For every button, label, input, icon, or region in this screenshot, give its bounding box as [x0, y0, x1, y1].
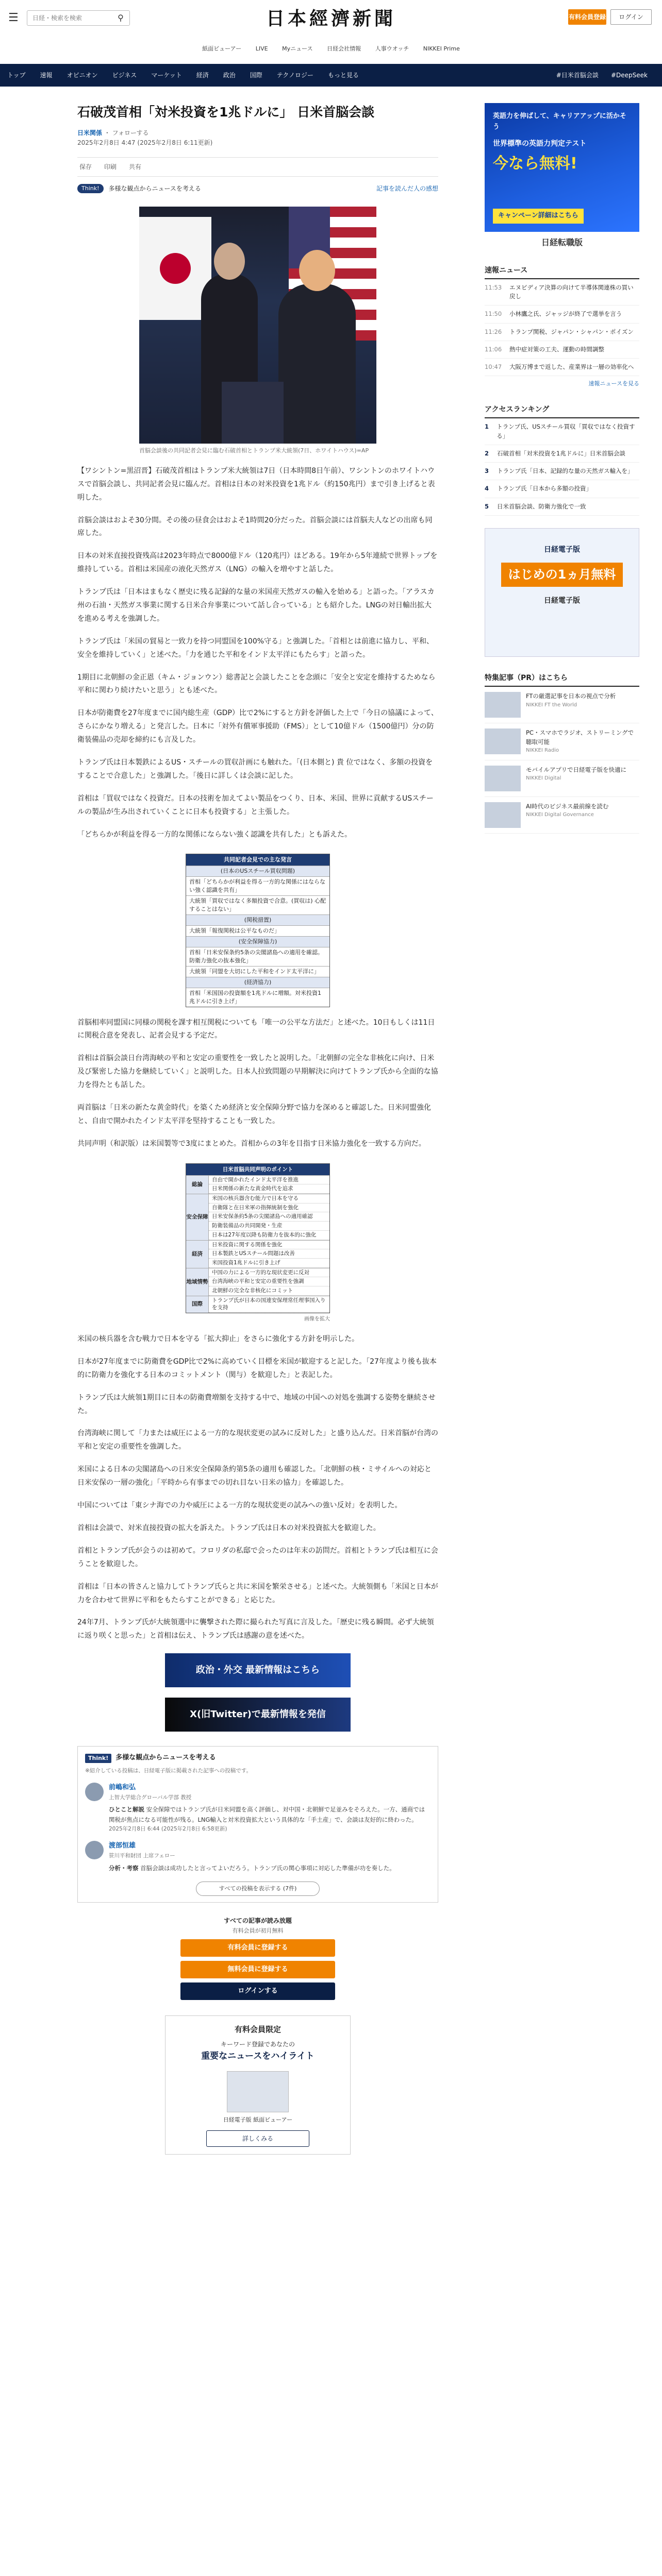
pr-source: NIKKEI Digital Governance [526, 812, 594, 818]
article-paragraph: 首相とトランプ氏が会うのは初めて。フロリダの私邸で会ったのは年末の訪問だ。首相とトランプ氏は相互に会うことを歓迎した。 [77, 1546, 438, 1568]
ranking-title: アクセスランキング [485, 404, 639, 418]
article-paragraph: 台湾海峡に関して「力または威圧による一方的な現状変更の試みに反対した」と盛り込んだ。日米首脳が台湾の平和と安定の重要性を強調した。 [77, 1429, 438, 1451]
table-row: (日本のUSスチール買収問題) [186, 866, 329, 876]
rank-number: 3 [485, 467, 489, 475]
nav-item[interactable]: トップ [7, 72, 26, 79]
login-button[interactable]: ログイン [610, 9, 652, 25]
press-conference-table [186, 854, 330, 1007]
pr-thumbnail [485, 802, 521, 828]
news-item[interactable] [485, 306, 639, 323]
rank-item[interactable] [485, 480, 639, 498]
subscription-ad[interactable] [485, 528, 639, 657]
table-row: 首相「日米安保条約5条の尖閣諸島への適用を確認。防衛力強化の抜本強化」 [186, 947, 329, 966]
news-time: 11:06 [485, 345, 502, 353]
news-headline[interactable]: 大阪万博まで返した、産業界は一層の効率化へ [509, 363, 634, 371]
article: 石破茂首相「対米投資を1兆ドルに」 日米首脳会談 日米関係 ・ フォローする 2025年2月8日 4:47 (2025年2月8日 6:11更新) 保存 印刷 共有 Think! 多様な観点からニュースを考える 記事を読んだ人の感想 首脳会談後の共同記者会見に臨む石破首相とトランプ米大統領(7日、ホワイトハウス)=AP 【ワシントン=黒沼晋】石破茂首相はトランプ米大統領は7日（日本時間8日午前）、ワシントンのホワイトハウスで首脳会談し、共同記者会見に臨んだ。首相は日本の対米投資を1兆ドル（約150兆円）まで引き上げると表明した。 首脳会談はおよそ30分間。その後の昼食会はおよそ1時間20分だった。首脳会談には首脳夫人などの出席も同席した。 日本の対米直接投資残高は2023年時点で8000億ドル（120兆円）ほどある。19年から5年連続で世界トップを維持している。首相は米国産の液化天然ガス（LNG）の輸入を増やすと話した。 トランプ氏は「日本はまもなく歴史に残る記録的な量の米国産天然ガスの輸入を始める」と語った。「アラスカ州の石油・天然ガス事業に関する日米合弁事業について話し合っている」とも紹介した。LNGの対日輸出拡大を進める考えを強調した。 トランプ氏は「米国の貿易と一致力を持つ同盟国を100%守る」と強調した。「首相とは前進に協力し、平和、安全を維持していく」と述べた。「力を通じた平和をインド太平洋にもたらす」と語った。 1期目に北朝鮮の金正恩（キム・ジョンウン）総書記と会談したことを念頭に「安全と安定を維持するためなら平和に関わり続けたいと思う」とも述べた。 日本が防衛費を27年度までに国内総生産（GDP）比で2%にすると方針を評価した上で「今日の協議によって、さらにかなり増える」と発言した。日本に「対外有償軍事援助（FMS）」として10億ドル（1500億円）分の防衛装備品の売却を締約にも言及した。 トランプ氏は日本製鉄によるUS・スチールの買収計画にも触れた。「(日本側と) 貴 位ではなく、多額の投資をすることで合意した」と強調した。「後日に詳しくは会談に記した。 首相は「買収ではなく投資だ。日本の技術を加えてよい製品をつくり、日本、米国、世界に貢献するUSスチールの製品が生み出されていくことに日本も投資する」と主張した。 「どちらかが利益を得る一方的な関係にならない強く認識を共有した」とも訴えた。 共同記者会見での主な発言 (日本のUSスチール買収問題) 首相「どちらかが利益を得る一方的な関係にはならない強く認識を共有」 大統領「買収ではなく多額投資で合意。(買収は) 心配することはない」 (関税措置) 大統領「報復関税は公平なものだ」 (安全保障協力) 首相「日米安保条約5条の尖閣諸島への適用を確認。防衛力強化の抜本強化」 大統領「同盟を大切にした平和をインド太平洋に」 (経済協力) 首相「米国国の投資額を1兆ドルに増額。対米投資1兆ドルに引き上げ」 首脳相率同盟国に同様の関税を課す相互関税についても「唯一の公平な方法だ」と述べた。10日もしくは11日に関税合意を発表し、記者会見する予定だ。 首相は首脳会談日台湾海峡の平和と安定の重要性を一致したと説明した。「北朝鮮の完全な非核化に向け、日米及び緊密した協力を継続していく」と説明した。日本人拉致問題の早期解決に向けてトランプ氏から全面的な協力を得たとも話した。 両首脳は「日米の新たな黄金時代」を築くため経済と安全保障分野で協力を深めると確認した。日米同盟強化と、自由で開かれたインド太平洋を堅持することも一致した。 共同声明（和訳版）は米国製等で3度にまとめた。首相からの3年を目指す日米協力強化を一致する方向だ。 日米首脳共同声明のポイント 総論 自由で開かれたインド太平洋を推進 日米関係の新たな黄金時代を追求 安全保障 米国の核兵器含む能力で日本を守る 自衛隊と在日米軍の指揮統制を強化 日米安保条約5条の尖閣諸島への適用確認 防衛装備品の共同開発・生産 日本は27年度以降も防衛力を抜本的に強化 経済 日米投資に関する関係を強化 日本製鉄とUSスチール問題は改善 米国投資1兆ドルに引き上げ 地域情勢 中国の力による一方的な現状変更に反対 台湾海峡の平和と安定の重要性を強調 北朝鮮の完全な非核化にコミット 国際 トランプ氏が日本の国連安保理常任理事国入りを支持 画像を拡大 米国の核兵器を含む戦力で日本を守る「拡大抑止」をさらに強化する方針を明示した。 日本が27年度までに防衛費をGDP比で2%に高めていく目標を米国が歓迎すると記した。「27年度より後も抜本的に防衛力を強化する日本のコミットメント（関与）を歓迎した」と表記した。 トランプ氏は大統領1期目に日本の防衛費増額を支持する中で、地域の中国への対処を強調する姿勢を継続させた。 台湾海峡に関して「力または威圧による一方的な現状変更の試みに反対した」と盛り込んだ。日米首脳が台湾の平和と安定の重要性を強調した。 米国による日本の尖閣諸島への日米安全保障条約第5条の適用も確認した。「北朝鮮の核・ミサイルへの対応と日米安保の一層の強化」「平時から有事までの切れ目ない日米の協力」を確認した。 中国については「東シナ海での力や威圧による一方的な現状変更の試みへの強い反対」を表明した。 首相は会談で、対米直接投資の拡大を訴えた。トランプ氏は日本の対米投資拡大を歓迎した。 首相とトランプ氏が会うのは初めて。フロリダの私邸で会ったのは年末の訪問だ。首相とトランプ氏は相互に会うことを歓迎した。 首相は「日本の皆さんと協力してトランプ氏らと共に米国を繁栄させる」と述べた。大統領側も「米国と日本が力を合わせて世界に平和をもたらすことができる」と応じた。 24年7月、トランプ氏が大統領選中に襲撃された際に撮られた写真に言及した。「歴史に残る瞬間。必ず大統領に返り咲くと思った」と首相は伝え、トランプ氏は感謝の意を述べた。 政治・外交 最新情報はこちら X(旧Twitter)で最新情報を発信 Think! 多様な観点からニュースを考える ※紹介している投稿は、日経電子版に掲載された記事への投稿です。 前嶋和弘 上智大学総合グローバル学部 教授 ひとこと解説 安全保障ではトランプ氏が日米同盟を高く評価し、対中国・北朝鮮で足並みをそろえた。一方、通商では関税が焦点になる可能性が残る。LNG輸入と対米投資拡大という具体的な「手土産」で、会談は友好的に終わった。 2025年2月8日 6:44 (2025年2月8日 6:58更新) 渡部恒雄 笹川平和財団 上席フェロー 分析・考察 首脳会談は成功したと言ってよいだろう。トランプ氏の関心事項に対応した準備が功を奏した。 すべての投稿を表示する (7件) すべての記事が読み放題 有料会員が初月無料 有料会員に登録する 無料会員に登録する ログインする 有料会員限定 キーワード登録であなたの 重要なニュースをハイライト 日経電子版 紙面ビューアー 詳しくみる [77, 103, 438, 2155]
nav-hashtag[interactable]: #日米首脳会談 [556, 72, 599, 79]
table-title: 共同記者会見での主な発言 [186, 854, 329, 866]
rank-headline[interactable]: 日米首脳会談、防衛力強化で一致 [497, 502, 586, 510]
pr-thumbnail [485, 728, 521, 754]
table-cell: 中国の力による一方的な現状変更に反対 [209, 1268, 329, 1278]
enlarge-image-link[interactable]: 画像を拡大 [304, 1316, 330, 1323]
paid-thumbnail [227, 2071, 289, 2112]
rank-headline[interactable]: トランプ氏「日本から多額の投資」 [497, 485, 592, 493]
pr-headline[interactable]: PC・スマホでラジオ、ストリーミングで聴取可能 [526, 729, 634, 745]
member-box [165, 1916, 351, 2000]
article-paragraph: 首相は「買収ではなく投資だ。日本の技術を加えてよい製品をつくり、日本、米国、世界に貢献するUSスチールの製品が生み出されていくことに日本も投資する」と主張した。 [77, 794, 434, 816]
expert-role: 上智大学総合グローバル学部 教授 [109, 1794, 192, 1801]
expert-comment [85, 1841, 431, 1873]
subnav-item[interactable]: Myニュース [282, 45, 313, 52]
table-row: 首相「米国国の投資額を1兆ドルに増額。対米投資1兆ドルに引き上げ」 [186, 988, 329, 1007]
article-paragraph: 首脳相率同盟国に同様の関税を課す相互関税についても「唯一の公平な方法だ」と述べた。10日もしくは11日に関税合意を発表し、記者会見する予定だ。 [77, 1018, 435, 1040]
table-cell: 日米安保条約5条の尖閣諸島への適用確認 [209, 1212, 329, 1222]
member-sub: 有料会員が初月無料 [232, 1927, 284, 1934]
ad-logo: 日経電子版 [544, 596, 580, 605]
article-paragraph: トランプ氏は大統領1期目に日本の防衛費増額を支持する中で、地域の中国への対処を強調する姿勢を継続させた。 [77, 1393, 436, 1415]
news-item[interactable] [485, 341, 639, 359]
article-paragraph: 首相は首脳会談日台湾海峡の平和と安定の重要性を一致したと説明した。「北朝鮮の完全な非核化に向け、日米及び緊密した協力を継続していく」と説明した。日本人拉致問題の早期解決に向けてトランプ氏から全面的な協力を得たとも話した。 [77, 1054, 438, 1090]
comment-body: 安全保障ではトランプ氏が日米同盟を高く評価し、対中国・北朝鮮で足並みをそろえた。一方、通商では関税が焦点になる可能性が残る。LNG輸入と対米投資拡大という具体的な「手土産」で、会談は友好的に終わった。 [109, 1806, 425, 1823]
article-paragraph: 米国による日本の尖閣諸島への日米安全保障条約第5条の適用も確認した。「北朝鮮の核・ミサイルへの対応と日米安保の一層の強化」「平時から有事までの切れ目ない日米の協力」を確認した。 [77, 1465, 432, 1487]
article-paragraph: 「どちらかが利益を得る一方的な関係にならない強く認識を共有した」とも訴えた。 [77, 830, 352, 839]
register-button[interactable]: 有料会員登録 [568, 9, 606, 25]
article-date: 2025年2月8日 4:47 (2025年2月8日 6:11更新) [77, 139, 213, 147]
article-section[interactable]: 日米関係 [77, 129, 103, 137]
ad-logo: 日経転職版 [541, 238, 583, 247]
rank-item[interactable] [485, 418, 639, 445]
pr-list [485, 687, 639, 834]
avatar [85, 1841, 104, 1859]
table-row [186, 1296, 329, 1313]
rank-headline[interactable]: トランプ氏、USスチール買収「買収ではなく投資する」 [496, 423, 635, 439]
article-paragraph: 首相は「日本の皆さんと協力してトランプ氏らと共に米国を繁栄させる」と述べた。大統領側も「米国と日本が力を合わせて世界に平和をもたらすことができる」と応じた。 [77, 1582, 438, 1604]
table-cell: 自由で開かれたインド太平洋を推進 [209, 1176, 329, 1185]
news-headline[interactable]: 熱中症対策の工夫、運動の時間調整 [509, 345, 604, 353]
subnav-item[interactable]: NIKKEI Prime [423, 45, 460, 52]
pr-source: NIKKEI FT the World [526, 702, 577, 708]
pr-item[interactable] [485, 760, 639, 797]
nav-item[interactable]: もっと見る [328, 72, 359, 79]
table-cell: 米国の核兵器含む能力で日本を守る [209, 1194, 329, 1204]
ad-line: 日経電子版 [544, 545, 580, 554]
table-row [186, 1240, 329, 1268]
pr-headline[interactable]: FTの厳選記事を日本の視点で分析 [526, 692, 616, 700]
think-note: ※紹介している投稿は、日経電子版に掲載された記事への投稿です。 [85, 1767, 252, 1774]
paid-detail-button[interactable]: 詳しくみる [206, 2130, 309, 2147]
print-button[interactable]: 印刷 [104, 163, 117, 171]
table-row [186, 1194, 329, 1240]
rank-item[interactable] [485, 498, 639, 516]
sidebar [485, 103, 639, 834]
table-cell: 自衛隊と在日米軍の指揮統制を強化 [209, 1204, 329, 1213]
article-paragraph: 日本が27年度までに防衛費をGDP比で2%に高めていく目標を米国が歓迎すると記した。「27年度より後も抜本的に防衛力を強化する日本のコミットメント（関与）を歓迎した」と表記した。 [77, 1357, 437, 1379]
article-paragraph: 24年7月、トランプ氏が大統領選中に襲撃された際に撮られた写真に言及した。「歴史に残る瞬間。必ず大統領に返り咲くと思った」と首相は伝え、トランプ氏は感謝の意を述べた。 [77, 1618, 434, 1640]
member-login-button[interactable]: ログインする [180, 1982, 335, 2000]
politics-banner[interactable]: 政治・外交 最新情報はこちら [165, 1653, 351, 1687]
article-paragraph: 日本の対米直接投資残高は2023年時点で8000億ドル（120兆円）ほどある。19年から5年連続で世界トップを維持している。首相は米国産の液化天然ガス（LNG）の輸入を増やすと話した。 [77, 552, 438, 574]
comment-tag: 分析・考察 [109, 1864, 139, 1872]
nav-item[interactable]: 国際 [250, 72, 262, 79]
podium [222, 382, 284, 444]
paid-headline: 重要なニュースをハイライト [201, 2051, 315, 2062]
table-category: 経済 [186, 1241, 209, 1268]
paid-sub: キーワード登録であなたの [220, 2041, 295, 2048]
nav-item[interactable]: マーケット [151, 72, 182, 79]
expert-comment [85, 1783, 431, 1834]
person-trump [278, 284, 356, 444]
career-ad[interactable] [485, 103, 639, 232]
expert-name[interactable]: 渡部恒雄 [109, 1842, 136, 1850]
table-category: 安全保障 [186, 1194, 209, 1240]
ad-cta[interactable]: キャンペーン詳細はこちら [493, 209, 584, 224]
comment-tag: ひとこと解説 [109, 1806, 144, 1814]
pr-headline[interactable]: AI時代のビジネス最前線を読む [526, 802, 609, 810]
table-row: 大統領「同盟を大切にした平和をインド太平洋に」 [186, 966, 329, 977]
follow-button[interactable]: フォローする [112, 129, 149, 137]
table-row [186, 1268, 329, 1296]
comment-body: 首脳会談は成功したと言ってよいだろう。トランプ氏の関心事項に対応した準備が功を奏した。 [140, 1864, 395, 1872]
rank-number: 4 [485, 485, 489, 493]
rank-headline[interactable]: 石破首相「対米投資を1兆ドルに」日米首脳会談 [497, 449, 625, 457]
more-news-link[interactable]: 速報ニュースを見る [588, 380, 639, 387]
table-row: 首相「どちらかが利益を得る一方的な関係にはならない強く認識を共有」 [186, 876, 329, 895]
article-paragraph: トランプ氏は「日本はまもなく歴史に残る記録的な量の米国産天然ガスの輸入を始める」と語った。「アラスカ州の石油・天然ガス事業に関する日米合弁事業について話し合っている」とも紹介した。LNGの対日輸出拡大を進める考えを強調した。 [77, 588, 435, 623]
subnav-item[interactable]: 人事ウオッチ [375, 45, 409, 52]
table-cell: 日本製鉄とUSスチール問題は改善 [209, 1249, 329, 1259]
pr-thumbnail [485, 692, 521, 718]
nav-item[interactable]: 速報 [40, 72, 53, 79]
nav-item[interactable]: 経済 [196, 72, 209, 79]
think-tag: Think! [77, 184, 104, 193]
news-time: 11:53 [485, 283, 502, 291]
search-icon[interactable]: ⚲ [118, 13, 124, 23]
rank-number: 2 [485, 449, 489, 457]
expert-name[interactable]: 前嶋和弘 [109, 1783, 136, 1791]
ad-line: 英語力を伸ばして、キャリアアップに活かそう [493, 112, 626, 131]
think-tag: Think! [85, 1754, 111, 1763]
share-button[interactable]: 共有 [129, 163, 142, 171]
experts-link[interactable]: 記事を読んだ人の感想 [376, 184, 438, 192]
think-topic-text: 多様な観点からニュースを考える [108, 184, 201, 192]
article-paragraph: 首相は会談で、対米直接投資の拡大を訴えた。トランプ氏は日本の対米投資拡大を歓迎した。 [77, 1523, 380, 1532]
table-row: (関税措置) [186, 914, 329, 925]
save-button[interactable]: 保存 [79, 163, 92, 171]
news-item[interactable] [485, 279, 639, 306]
pr-item[interactable] [485, 687, 639, 723]
article-paragraph: 日本が防衛費を27年度までに国内総生産（GDP）比で2%にすると方針を評価した上で「今日の協議によって、さらにかなり増える」と発言した。日本に「対外有償軍事援助（FMS）」として10億ドル（1500億円）分の防衛装備品の売却を締約にも言及した。 [77, 709, 438, 744]
table-category: 国際 [186, 1296, 209, 1313]
nav-item[interactable]: ビジネス [112, 72, 137, 79]
article-paragraph: 【ワシントン=黒沼晋】石破茂首相はトランプ米大統領は7日（日本時間8日午前）、ワシントンのホワイトハウスで首脳会談し、共同記者会見に臨んだ。首相は日本の対米投資を1兆ドル（約150兆円）まで引き上げると表明した。 [77, 466, 435, 502]
paid-caption: 日経電子版 紙面ビューアー [223, 2116, 293, 2123]
news-time: 11:50 [485, 310, 502, 318]
subnav-item[interactable]: LIVE [255, 45, 268, 52]
article-paragraph: トランプ氏は日本製鉄によるUS・スチールの買収計画にも触れた。「(日本側と) 貴 位ではなく、多額の投資をすることで合意した」と強調した。「後日に詳しくは会談に記した。 [77, 758, 433, 780]
news-time: 11:26 [485, 328, 502, 335]
table-row: (安全保障協力) [186, 936, 329, 947]
joint-statement-table [186, 1163, 330, 1313]
article-paragraph: 両首脳は「日米の新たな黄金時代」を築くため経済と安全保障分野で協力を深めると確認した。日米同盟強化と、自由で開かれたインド太平洋を堅持することも一致した。 [77, 1104, 431, 1125]
nav-item[interactable]: 政治 [223, 72, 236, 79]
pr-headline[interactable]: モバイルアプリで日経電子版を快適に [526, 766, 627, 773]
table-row [186, 1175, 329, 1194]
paid-feature-box [165, 2015, 351, 2155]
rank-item[interactable] [485, 463, 639, 480]
ad-headline: 今なら無料! [493, 154, 577, 173]
news-headline[interactable]: 小林鷹之氏、ジャッジが終了で選挙を言う [509, 310, 622, 318]
article-paragraph: 中国については「東シナ海での力や威圧による一方的な現状変更の試みへの強い反対」を表明した。 [77, 1501, 402, 1510]
japan-flag [139, 217, 211, 320]
nav-item[interactable]: テクノロジー [276, 72, 314, 79]
article-actions [77, 157, 438, 177]
avatar [85, 1783, 104, 1801]
pr-thumbnail [485, 766, 521, 791]
article-paragraph: 共同声明（和訳版）は米国製等で3度にまとめた。首相からの3年を目指す日米協力強化を一致する方向だ。 [77, 1139, 426, 1148]
subnav-item[interactable]: 日経会社情報 [327, 45, 361, 52]
pr-source: NIKKEI Digital [526, 775, 561, 782]
ranking-list [485, 418, 639, 516]
article-paragraph: トランプ氏は「米国の貿易と一致力を持つ同盟国を100%守る」と強調した。「首相とは前進に協力し、平和、安全を維持していく」と述べた。「力を通じた平和をインド太平洋にもたらす」と語った。 [77, 637, 434, 659]
paid-title: 有料会員限定 [234, 2025, 281, 2035]
hamburger-menu-icon[interactable]: ☰ [8, 11, 19, 24]
rank-number: 1 [485, 423, 489, 431]
site-logo[interactable]: 日本經濟新聞 [266, 8, 396, 29]
news-item[interactable] [485, 324, 639, 341]
table-cell: 台湾海峡の平和と安定の重要性を強調 [209, 1277, 329, 1286]
table-cell: 防衛装備品の共同開発・生産 [209, 1222, 329, 1231]
nav-item[interactable]: オピニオン [67, 72, 98, 79]
table-cell: トランプ氏が日本の国連安保理常任理事国入りを支持 [209, 1296, 329, 1313]
news-time: 10:47 [485, 363, 502, 371]
rank-number: 5 [485, 502, 489, 510]
news-headline[interactable]: トランプ関税、ジャパン・シャパン・ポイズン [509, 328, 634, 335]
paid-register-button[interactable]: 有料会員に登録する [180, 1939, 335, 1957]
news-item[interactable] [485, 359, 639, 376]
table-cell: 日本は27年度以降も防衛力を抜本的に強化 [209, 1231, 329, 1240]
subnav-item[interactable]: 紙面ビューアー [202, 45, 242, 52]
photo-caption: 首脳会談後の共同記者会見に臨む石破首相とトランプ米大統領(7日、ホワイトハウス)=AP [139, 447, 369, 454]
think-topic-row[interactable] [77, 181, 438, 196]
x-twitter-banner[interactable]: X(旧Twitter)で最新情報を発信 [165, 1698, 351, 1732]
news-section-title: 速報ニュース [485, 265, 639, 279]
ad-line: 世界標準の英語力判定テスト [493, 139, 587, 148]
rank-headline[interactable]: トランプ氏「日本、記録的な量の天然ガス輸入を」 [497, 467, 634, 475]
article-photo [139, 207, 376, 444]
article-title: 石破茂首相「対米投資を1兆ドルに」 日米首脳会談 [77, 105, 375, 120]
table-row: 大統領「買収ではなく多額投資で合意。(買収は) 心配することはない」 [186, 895, 329, 914]
comment-date: 2025年2月8日 6:44 (2025年2月8日 6:58更新) [109, 1826, 227, 1833]
article-paragraph: 米国の核兵器を含む戦力で日本を守る「拡大抑止」をさらに強化する方針を明示した。 [77, 1335, 359, 1344]
news-headline[interactable]: エヌビディア決算の向けて半導体関連株の買い戻し [509, 283, 634, 300]
table-cell: 日米関係の新たな黄金時代を追求 [209, 1184, 329, 1194]
table-cell: 米国投資1兆ドルに引き上げ [209, 1259, 329, 1268]
subnav [0, 44, 662, 57]
article-paragraph: 首脳会談はおよそ30分間。その後の昼食会はおよそ1時間20分だった。首脳会談には首脳夫人などの出席も同席した。 [77, 516, 433, 538]
free-register-button[interactable]: 無料会員に登録する [180, 1961, 335, 1978]
pr-item[interactable] [485, 797, 639, 834]
think-box [77, 1746, 438, 1903]
show-all-comments-button[interactable]: すべての投稿を表示する (7件) [196, 1882, 320, 1896]
ad-headline: はじめの1ヵ月無料 [501, 563, 623, 586]
table-row: 大統領「報復関税は公平なものだ」 [186, 925, 329, 936]
table-row: (経済協力) [186, 977, 329, 988]
pr-section-title: 特集記事（PR）はこちら [485, 672, 639, 687]
nav-hashtag[interactable]: #DeepSeek [610, 72, 648, 79]
table-title: 日米首脳共同声明のポイント [186, 1164, 329, 1175]
table-cell: 日米投資に関する関係を強化 [209, 1241, 329, 1250]
pr-item[interactable] [485, 723, 639, 760]
news-list [485, 279, 639, 377]
table-cell: 北朝鮮の完全な非核化にコミット [209, 1286, 329, 1296]
table-category: 地域情勢 [186, 1268, 209, 1296]
think-title: 多様な観点からニュースを考える [115, 1754, 216, 1762]
expert-role: 笹川平和財団 上席フェロー [109, 1853, 175, 1859]
main-nav [0, 64, 662, 87]
rank-item[interactable] [485, 445, 639, 463]
member-title: すべての記事が読み放題 [224, 1917, 292, 1925]
table-category: 総論 [186, 1176, 209, 1194]
article-paragraph: 1期目に北朝鮮の金正恩（キム・ジョンウン）総書記と会談したことを念頭に「安全と安定を維持するためなら平和に関わり続けたいと思う」とも述べた。 [77, 673, 436, 695]
pr-source: NIKKEI Radio [526, 747, 559, 753]
